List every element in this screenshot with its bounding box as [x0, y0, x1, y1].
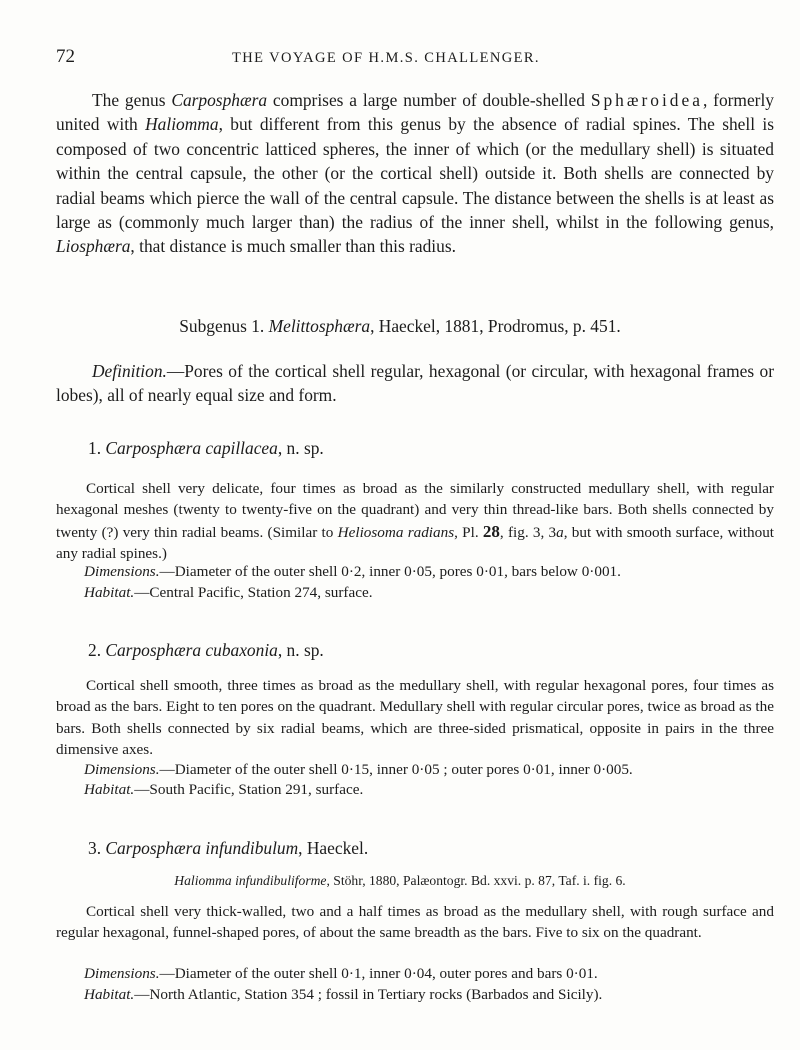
haliomma-name: Haliomma	[145, 114, 219, 135]
subgenus-suffix: , Haeckel, 1881, Prodromus, p. 451.	[370, 316, 621, 336]
synonym-reference: , Stöhr, 1880, Palæontogr. Bd. xxvi. p. 87, Taf. i. fig. 6.	[326, 873, 626, 888]
species-authority: , n. sp.	[277, 640, 324, 660]
species-description: Cortical shell smooth, three times as broad as the medullary shell, with regular hexagonal pores, four times as broad as the bars. Eight to ten pores on the quadrant. Medullary shell with regular circular pores, twice as broad as the bars. Both shells connected by six radial beams, which are three-sided prismatical, opposite in pairs in the three dimensive axes.	[56, 677, 774, 759]
synonym-line	[0, 873, 800, 889]
intro-text-5: , that distance is much smaller than this radius.	[130, 236, 456, 257]
description-text: , but with smooth surface, without any radial spines.)	[56, 523, 775, 563]
species-heading	[88, 438, 324, 459]
description-text: , fig. 3, 3	[499, 523, 557, 541]
description-text: , Pl.	[454, 523, 483, 541]
group-name: Sphæroidea	[590, 90, 703, 110]
plate-number: 28	[482, 521, 500, 541]
subgenus-heading	[0, 316, 800, 337]
dimensions-text: —Diameter of the outer shell 0·15, inner 0·05 ; outer pores 0·01, inner 0·005.	[159, 761, 633, 778]
habitat-line	[84, 584, 373, 602]
subgenus-name: Melittosphæra	[268, 316, 371, 336]
species-name: Carposphæra capillacea	[105, 438, 278, 458]
species-number: 2.	[88, 640, 106, 660]
dimensions-label: Dimensions.	[84, 761, 160, 778]
intro-text-3: , formerly united with	[56, 90, 774, 135]
dimensions-label: Dimensions.	[84, 563, 160, 580]
dimensions-line	[84, 965, 598, 983]
habitat-line	[84, 986, 602, 1004]
figure-letter: a	[556, 523, 564, 541]
habitat-text: —North Atlantic, Station 354 ; fossil in Tertiary rocks (Barbados and Sicily).	[134, 986, 603, 1003]
species-description	[56, 478, 774, 565]
species-name: Carposphæra infundibulum	[105, 838, 299, 858]
habitat-label: Habitat.	[84, 781, 135, 798]
species-authority: , Haeckel.	[298, 838, 369, 858]
dimensions-text: —Diameter of the outer shell 0·1, inner 0·04, outer pores and bars 0·01.	[159, 965, 598, 982]
page-number: 72	[56, 46, 75, 67]
intro-text-1: The genus	[92, 90, 172, 110]
dimensions-line	[84, 563, 621, 581]
species-authority: , n. sp.	[277, 438, 324, 458]
habitat-label: Habitat.	[84, 986, 135, 1003]
liosphaera-name: Liosphæra	[56, 236, 131, 257]
genus-name: Carposphæra	[171, 90, 268, 110]
species-number: 1.	[88, 438, 106, 458]
species-name: Carposphæra cubaxonia	[105, 640, 278, 660]
habitat-label: Habitat.	[84, 584, 135, 601]
species-number: 3.	[88, 838, 106, 858]
genus-intro-paragraph	[56, 88, 774, 259]
intro-text-4: , but different from this genus by the absence of radial spines. The shell is composed of two concentric latticed spheres, the inner of which (or the medullary shell) is situated within the central capsule, the other (or the cortical shell) outside it. Both shells are connected by radial beams which pierce the wall of the central capsule. The distance between the shells is at least as large as (commonly much larger than) the radius of the inner shell, whilst in the following genus,	[56, 114, 774, 233]
dimensions-line	[84, 761, 633, 779]
synonym-name: Haliomma infundibuliforme	[174, 873, 327, 888]
habitat-text: —South Pacific, Station 291, surface.	[134, 781, 364, 798]
habitat-text: —Central Pacific, Station 274, surface.	[134, 584, 373, 601]
habitat-line	[84, 781, 363, 799]
species-heading	[88, 838, 368, 859]
dimensions-label: Dimensions.	[84, 965, 160, 982]
intro-text-2: comprises a large number of double-shelled	[267, 90, 591, 110]
description-text: Cortical shell very delicate, four times as broad as the similarly constructed medullary shell, with regular hexagonal meshes (twenty to twenty-five on the quadrant) and very thin thread-like bars. Both shells connected by twenty (?) very thin radial beams. (Similar to	[56, 480, 774, 541]
species-heading	[88, 640, 324, 661]
dimensions-text: —Diameter of the outer shell 0·2, inner 0·05, pores 0·01, bars below 0·001.	[159, 563, 621, 580]
running-title: THE VOYAGE OF H.M.S. CHALLENGER.	[232, 50, 540, 66]
definition-label: Definition.	[92, 361, 167, 381]
subgenus-prefix: Subgenus 1.	[179, 316, 269, 336]
definition-text: —Pores of the cortical shell regular, hexagonal (or circular, with hexagonal frames or lobes), all of nearly equal size and form.	[56, 361, 774, 406]
reference-species: Heliosoma radians	[337, 523, 455, 541]
definition-paragraph	[56, 359, 774, 408]
species-description: Cortical shell very thick-walled, two and a half times as broad as the medullary shell, with rough surface and regular hexagonal, funnel-shaped pores, of about the same breadth as the bars. Five to six on the quadrant.	[56, 903, 774, 942]
